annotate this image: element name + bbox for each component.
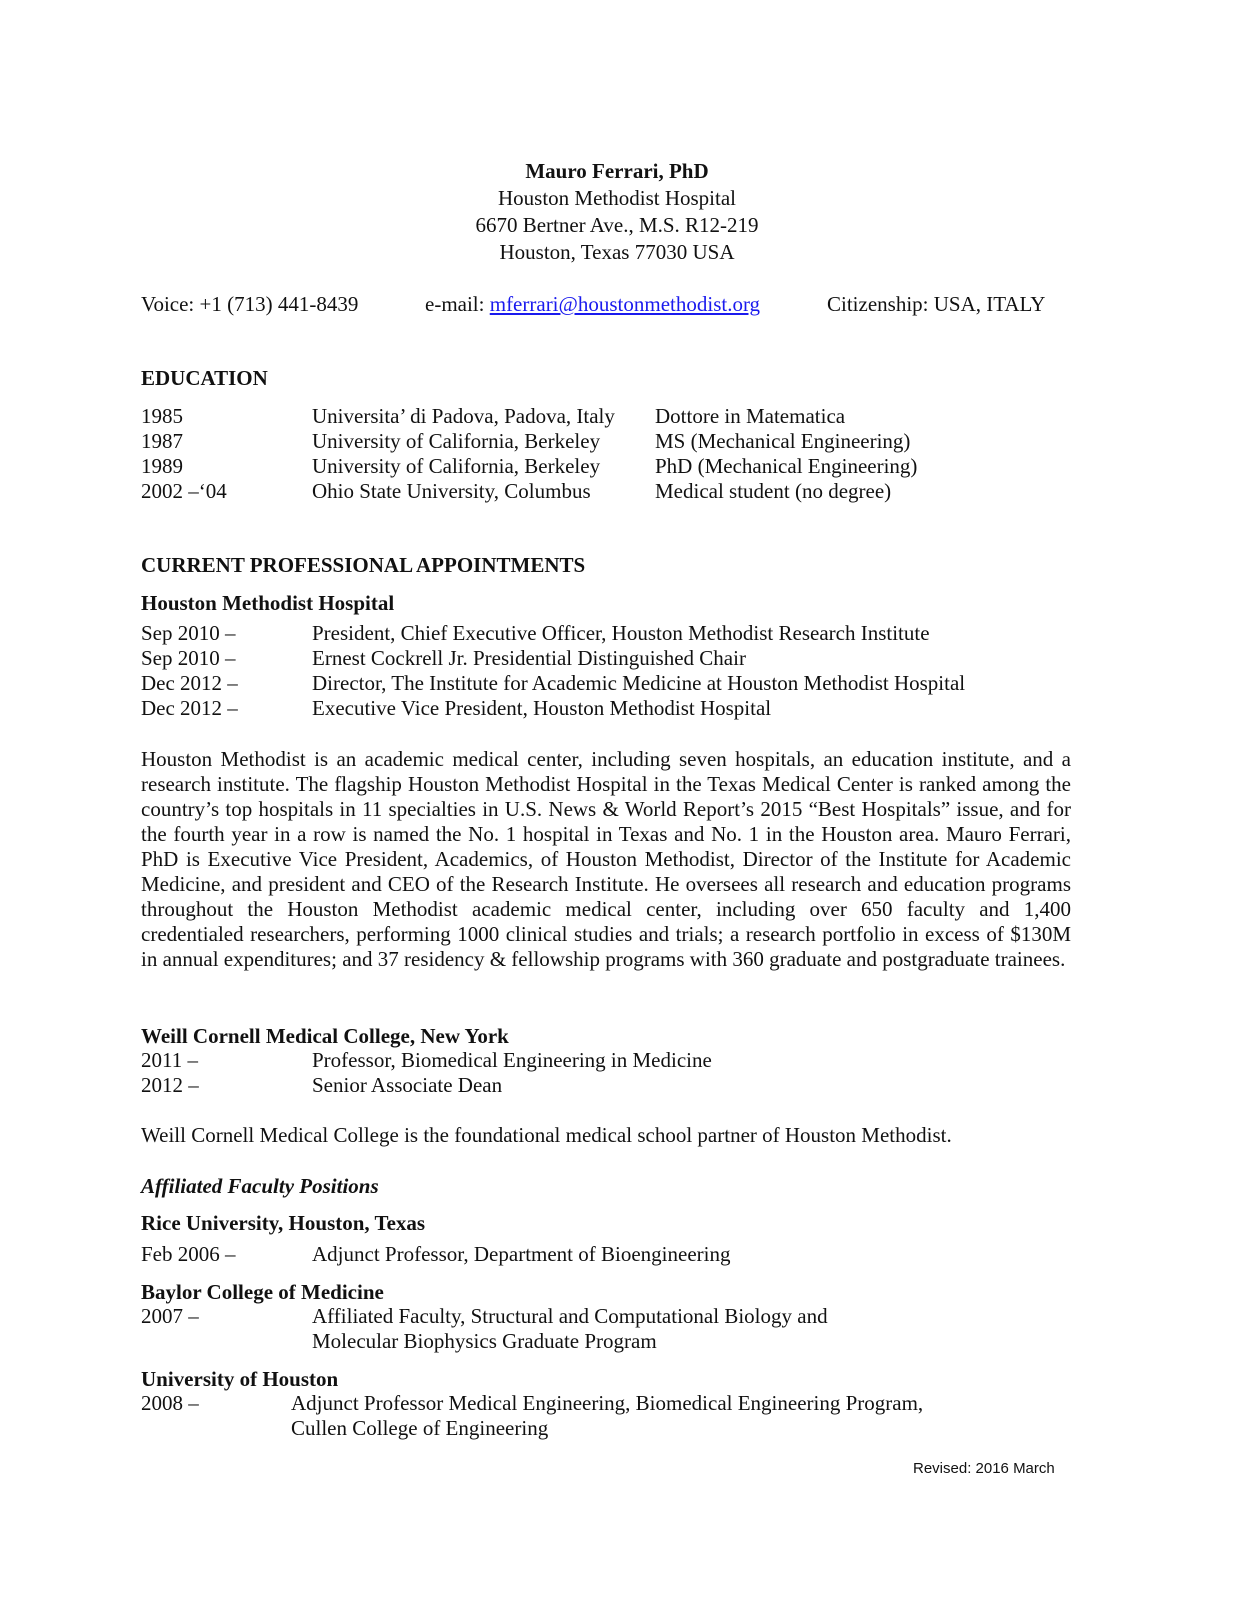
affiliated-heading: Affiliated Faculty Positions (141, 1174, 379, 1198)
contact-line (141, 292, 1071, 320)
appointment-date: Feb 2006 – (141, 1242, 236, 1266)
education-heading: EDUCATION (141, 366, 268, 390)
uh-title: University of Houston (141, 1367, 339, 1391)
appointment-date: Dec 2012 – (141, 696, 238, 720)
email-link[interactable]: mferrari@houstonmethodist.org (489, 292, 761, 316)
appointment-role: Adjunct Professor Medical Engineering, Biomedical Engineering Program, (291, 1391, 924, 1415)
appointment-date: Sep 2010 – (141, 621, 236, 645)
person-name: Mauro Ferrari, PhD (525, 159, 709, 183)
appointment-date: Sep 2010 – (141, 646, 236, 670)
education-school: Ohio State University, Columbus (312, 479, 591, 503)
street-address: 6670 Bertner Ave., M.S. R12-219 (475, 213, 759, 237)
weill-title: Weill Cornell Medical College, New York (141, 1024, 509, 1048)
education-degree: Medical student (no degree) (655, 479, 892, 503)
citizenship: Citizenship: USA, ITALY (827, 292, 1046, 316)
city-address: Houston, Texas 77030 USA (499, 240, 735, 264)
education-degree: PhD (Mechanical Engineering) (655, 454, 918, 478)
education-year: 1989 (141, 454, 183, 478)
appointment-date: 2007 – (141, 1304, 199, 1328)
email-group (425, 292, 760, 317)
appointment-role: Molecular Biophysics Graduate Program (312, 1329, 657, 1353)
revision-date: Revised: 2016 March (913, 1460, 1055, 1477)
appointment-role: Adjunct Professor, Department of Bioengineering (312, 1242, 731, 1266)
hmh-title: Houston Methodist Hospital (141, 591, 395, 615)
appointment-role: President, Chief Executive Officer, Houston Methodist Research Institute (312, 621, 930, 645)
education-degree: MS (Mechanical Engineering) (655, 429, 911, 453)
rice-title: Rice University, Houston, Texas (141, 1211, 426, 1235)
appointment-date: 2011 – (141, 1048, 198, 1072)
voice-number: Voice: +1 (713) 441-8439 (141, 292, 359, 316)
appointment-role: Affiliated Faculty, Structural and Computational Biology and (312, 1304, 828, 1328)
education-year: 1985 (141, 404, 183, 428)
appointment-role: Executive Vice President, Houston Methodist Hospital (312, 696, 772, 720)
appointment-date: 2008 – (141, 1391, 199, 1415)
appointment-role: Senior Associate Dean (312, 1073, 503, 1097)
cv-header (0, 158, 1234, 266)
institution-name: Houston Methodist Hospital (497, 186, 736, 210)
appointment-role: Cullen College of Engineering (291, 1416, 549, 1440)
education-year: 2002 –‘04 (141, 479, 227, 503)
appointment-role: Ernest Cockrell Jr. Presidential Distinguished Chair (312, 646, 746, 670)
education-school: University of California, Berkeley (312, 429, 601, 453)
education-school: University of California, Berkeley (312, 454, 601, 478)
education-year: 1987 (141, 429, 183, 453)
appointments-heading: CURRENT PROFESSIONAL APPOINTMENTS (141, 553, 586, 577)
education-degree: Dottore in Matematica (655, 404, 846, 428)
appointment-role: Director, The Institute for Academic Medicine at Houston Methodist Hospital (312, 671, 966, 695)
hmh-description: Houston Methodist is an academic medical center, including seven hospitals, an education institute, and a research institute. The flagship Houston Methodist Hospital in the Texas Medical Center is ranked among the country’s top hospitals in 11 specialties in U.S. News & World Report’s 2015 “Best Hospitals” issue, and for the fourth year in a row is named the No. 1 hospital in Texas and No. 1 in the Houston area. Mauro Ferrari, PhD is Executive Vice President, Academics, of Houston Methodist, Director of the Institute for Academic Medicine, and president and CEO of the Research Institute. He oversees all research and education programs throughout the Houston Methodist academic medical center, including over 650 faculty and 1,400 credentialed researchers, performing 1000 clinical studies and trials; a research portfolio in excess of $130M in annual expenditures; and 37 residency & fellowship programs with 360 graduate and postgraduate trainees. (141, 747, 1071, 971)
appointment-role: Professor, Biomedical Engineering in Medicine (312, 1048, 712, 1072)
education-school: Universita’ di Padova, Padova, Italy (312, 404, 615, 428)
email-label: e-mail: (425, 292, 485, 316)
weill-note: Weill Cornell Medical College is the foundational medical school partner of Houston Methodist. (141, 1123, 952, 1147)
appointment-date: 2012 – (141, 1073, 199, 1097)
appointment-date: Dec 2012 – (141, 671, 238, 695)
baylor-title: Baylor College of Medicine (141, 1280, 384, 1304)
